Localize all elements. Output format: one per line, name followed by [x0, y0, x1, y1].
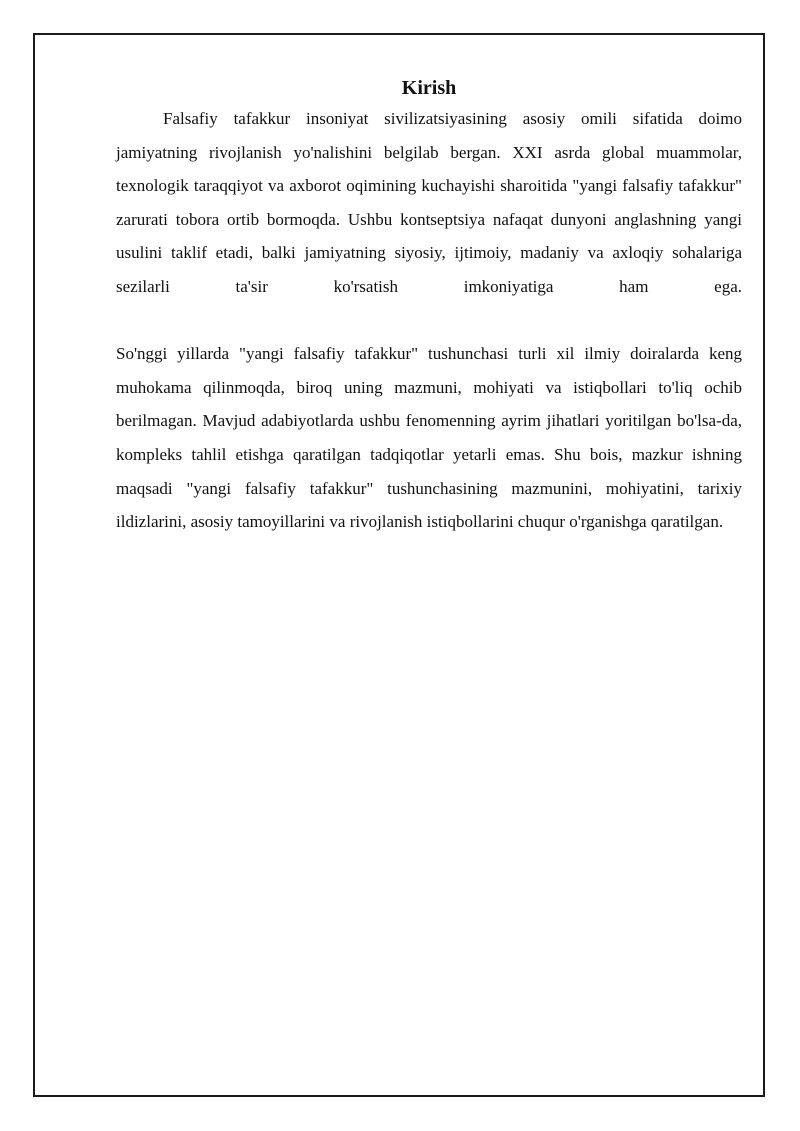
- paragraph-research-goal: So'nggi yillarda "yangi falsafiy tafakkur" tushunchasi turli xil ilmiy doiralarda keng muhokama qilinmoqda, biroq uning mazmuni, mohiyati va istiqbollari to'liq ochib berilmagan. Mavjud adabiyotlarda ushbu fenomenning ayrim jihatlari yoritilgan bo'lsa-da, kompleks tahlil etishga qaratilgan tadqiqotlar yetarli emas. Shu bois, mazkur ishning maqsadi "yangi falsafiy tafakkur" tushunchasining mazmunini, mohiyatini, tarixiy ildizlarini, asosiy tamoyillarini va rivojlanish istiqbollarini chuqur o'rganishga qaratilgan.: [116, 344, 742, 532]
- paragraph-introduction: Falsafiy tafakkur insoniyat sivilizatsiyasining asosiy omili sifatida doimo jamiyatning rivojlanish yo'nalishini belgilab bergan. XXI asrda global muammolar, texnologik taraqqiyot va axborot oqimining kuchayishi sharoitida "yangi falsafiy tafakkur" zarurati tobora ortib bormoqda. Ushbu kontseptsiya nafaqat dunyoni anglashning yangi usulini taklif etadi, balki jamiyatning siyosiy, ijtimoiy, madaniy va axloqiy sohalariga sezilarli ta'sir ko'rsatish imkoniyatiga ham ega.: [116, 109, 742, 296]
- page-title: Kirish: [401, 77, 457, 99]
- document-body: [116, 74, 742, 539]
